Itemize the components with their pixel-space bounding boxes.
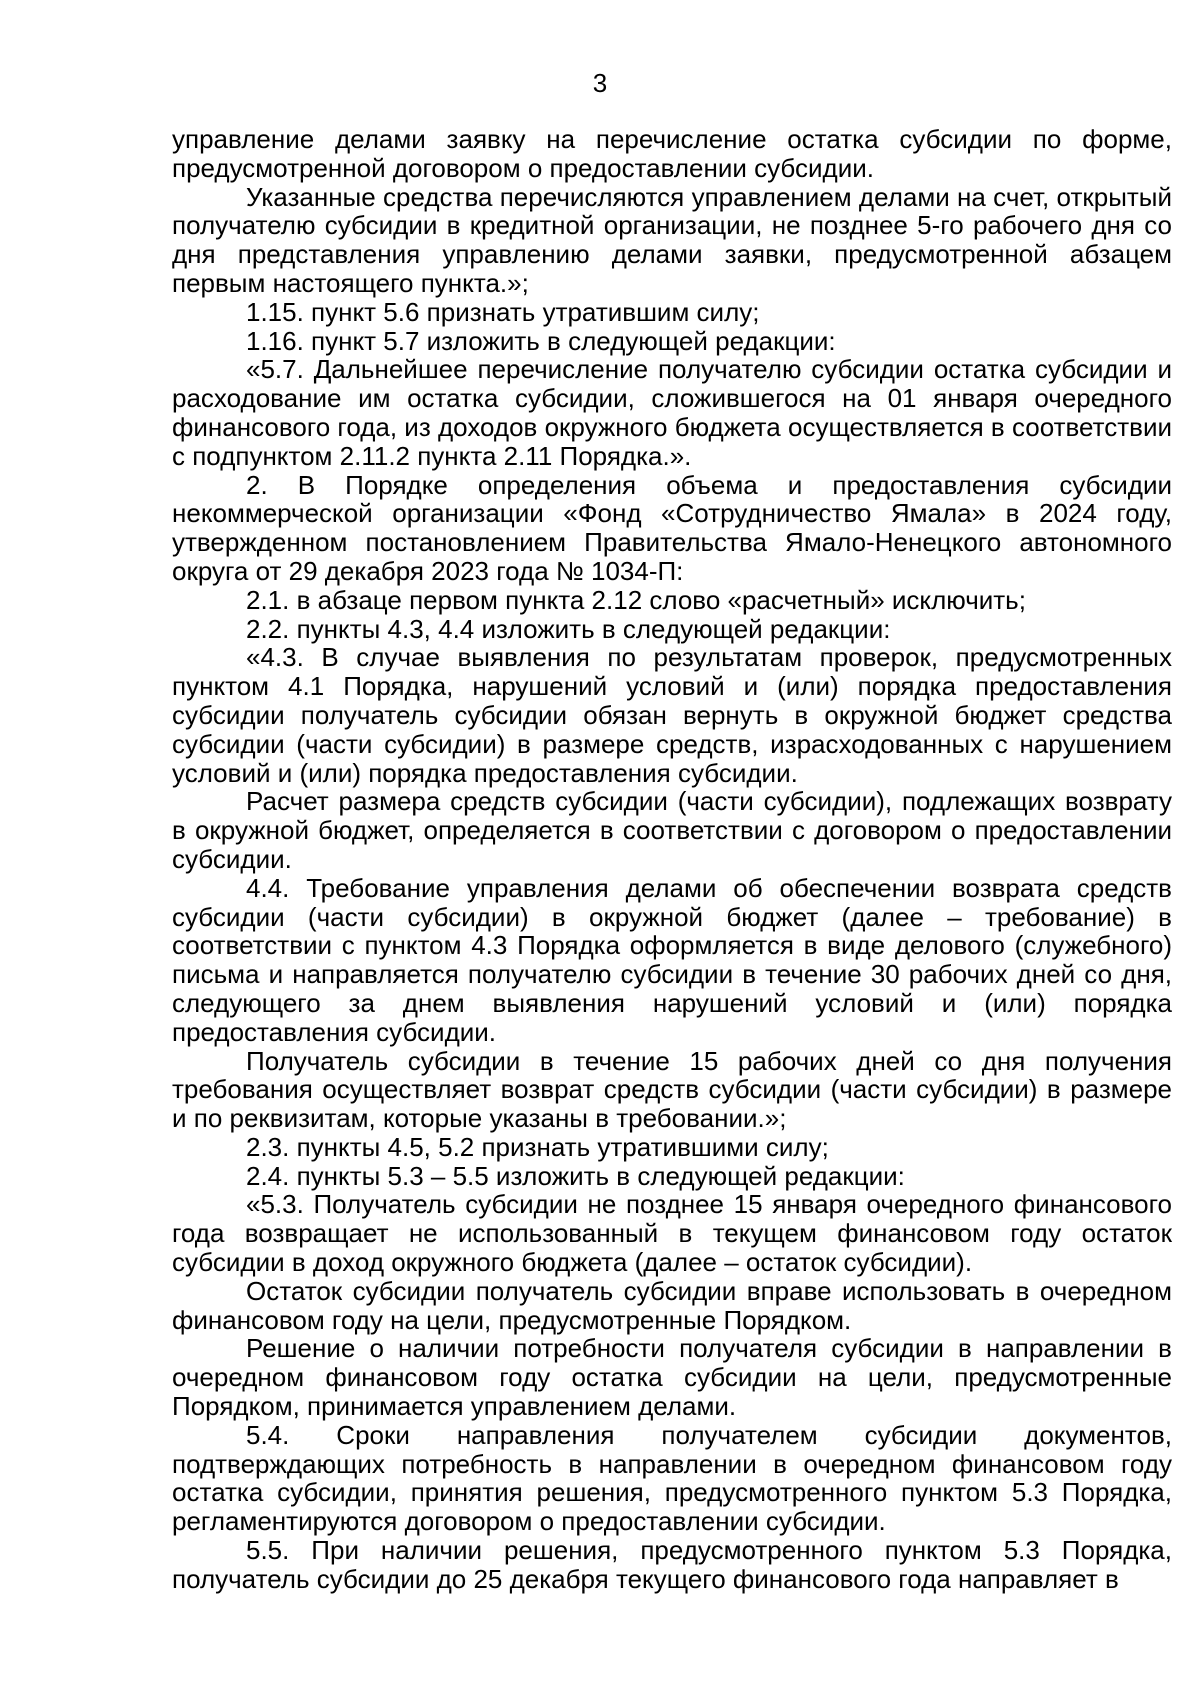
paragraph: Указанные средства перечисляются управлением делами на счет, открытый получателю субсидии в кредитной организации, не позднее 5-го рабочего дня со дня представления управлению делами заявки, предусмотренной абзацем первым настоящего пункта.»; [172,181,1172,298]
paragraph: Получатель субсидии в течение 15 рабочих дней со дня получения требования осуществляет возврат средств субсидии (части субсидии) в размере и по реквизитам, которые указаны в требовании.»; [172,1045,1172,1134]
paragraph: 4.4. Требование управления делами об обеспечении возврата средств субсидии (части субсидии) в окружной бюджет (далее – требование) в соответствии с пунктом 4.3 Порядка оформляется в виде делового (служебного) письма и направляется получателю субсидии в течение 30 рабочих дней со дня, следующего за днем выявления нарушений условий и (или) порядка предоставления субсидии. [172,872,1172,1047]
paragraph: 2.2. пункты 4.3, 4.4 изложить в следующей редакции: [246,613,891,644]
paragraph: 2.1. в абзаце первом пункта 2.12 слово «расчетный» исключить; [246,584,1026,615]
paragraph: Расчет размера средств субсидии (части субсидии), подлежащих возврату в окружной бюджет, определяется в соответствии с договором о предоставлении субсидии. [172,786,1172,874]
paragraph: 2.4. пункты 5.3 – 5.5 изложить в следующей редакции: [246,1160,905,1191]
paragraph: «5.7. Дальнейшее перечисление получателю субсидии остатка субсидии и расходование им остатка субсидии, сложившегося на 01 января очередного финансового года, из доходов окружного бюджета осуществляется в соответствии с подпунктом 2.11.2 пункта 2.11 Порядка.». [172,354,1172,471]
paragraph: «5.3. Получатель субсидии не позднее 15 января очередного финансового года возвращает не использованный в текущем финансовом году остаток субсидии в доход окружного бюджета (далее – остаток субсидии). [172,1189,1172,1278]
document-body [172,125,1172,1594]
paragraph: Решение о наличии потребности получателя субсидии в направлении в очередном финансовом году остатка субсидии на цели, предусмотренные Порядком, принимается управлением делами. [172,1333,1172,1422]
paragraph: 2. В Порядке определения объема и предоставления субсидии некоммерческой организации «Фонд «Сотрудничество Ямала» в 2024 году, утвержденном постановлением Правительства Ямало-Ненецкого автономного округа от 29 декабря 2023 года № 1034-П: [172,469,1172,586]
paragraph: 1.16. пункт 5.7 изложить в следующей редакции: [246,325,836,356]
paragraph: 1.15. пункт 5.6 признать утратившим силу; [246,296,760,327]
paragraph: 5.5. При наличии решения, предусмотренного пунктом 5.3 Порядка, получатель субсидии до 25 декабря текущего финансового года направляет в [172,1535,1172,1594]
paragraph: 2.3. пункты 4.5, 5.2 признать утратившими силу; [246,1131,829,1162]
paragraph: 5.4. Сроки направления получателем субсидии документов, подтверждающих потребность в направлении в очередном финансовом году остатка субсидии, принятия решения, предусмотренного пунктом 5.3 Порядка, регламентируются договором о предоставлении субсидии. [172,1419,1172,1537]
paragraph: Остаток субсидии получатель субсидии вправе использовать в очередном финансовом году на цели, предусмотренные Порядком. [172,1275,1172,1335]
paragraph: «4.3. В случае выявления по результатам проверок, предусмотренных пунктом 4.1 Порядка, нарушений условий и (или) порядка предоставления субсидии получатель субсидии обязан вернуть в окружной бюджет средства субсидии (части субсидии) в размере средств, израсходованных с нарушением условий и (или) порядка предоставления субсидии. [172,642,1172,788]
page-number: 3 [592,68,608,98]
paragraph: управление делами заявку на перечисление остатка субсидии по форме, предусмотренной договором о предоставлении субсидии. [172,124,1172,183]
